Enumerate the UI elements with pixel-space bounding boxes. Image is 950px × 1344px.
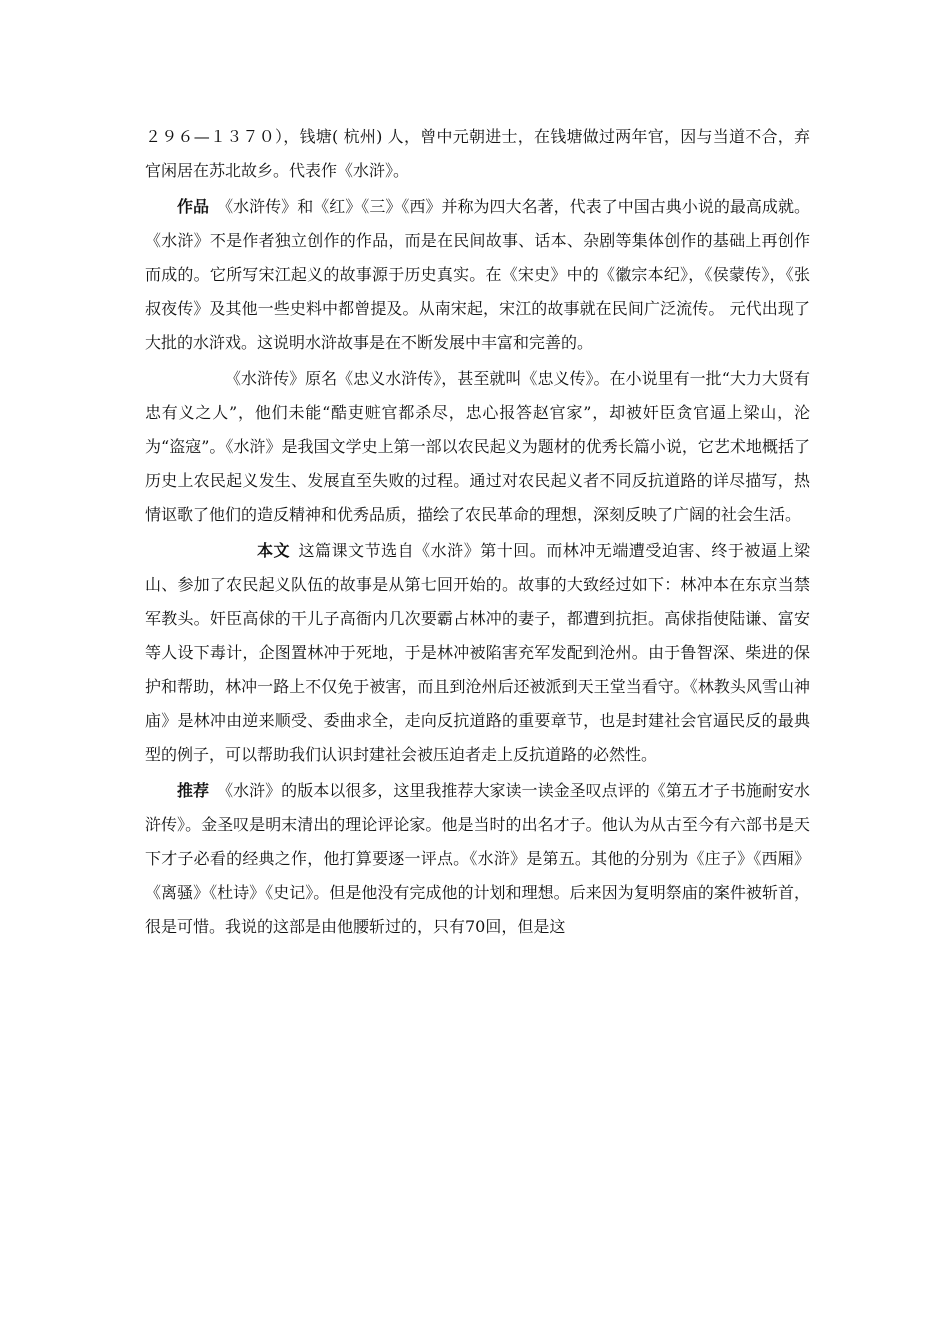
- paragraph-text: 《水浒传》原名《忠义水浒传》，甚至就叫《忠义传》。在小说里有一批“大力大贤有忠有义之人”，他们未能“酷吏赃官都杀尽，忠心报答赵官家”，却被奸臣贪官逼上梁山，沦为“盗寇”。《水浒》是我国文学史上第一部以农民起义为题材的优秀长篇小说，它艺术地概括了历史上农民起义发生、发展直至失败的过程。通过对农民起义者不同反抗道路的详尽描写，热情讴歌了他们的造反精神和优秀品质，描绘了农民革命的理想，深刻反映了广阔的社会生活。: [145, 369, 810, 524]
- paragraph-recommendation: [145, 774, 810, 944]
- paragraph-original-title: [145, 362, 810, 532]
- paragraph-lead: 本文: [257, 541, 291, 560]
- paragraph-text: 这篇课文节选自《水浒》第十回。而林冲无端遭受迫害、终于被逼上梁山、参加了农民起义队伍的故事是从第七回开始的。故事的大致经过如下：林冲本在东京当禁军教头。奸臣高俅的干儿子高衙内几次要霸占林冲的妻子，都遭到抗拒。高俅指使陆谦、富安等人设下毒计，企图置林冲于死地，于是林冲被陷害充军发配到沧州。由于鲁智深、柴进的保护和帮助，林冲一路上不仅免于被害，而且到沧州后还被派到天王堂当看守。《林教头风雪山神庙》是林冲由逆来顺受、委曲求全，走向反抗道路的重要章节，也是封建社会官逼民反的最典型的例子，可以帮助我们认识封建社会被压迫者走上反抗道路的必然性。: [145, 541, 810, 764]
- paragraph-lead: 推荐: [177, 781, 210, 800]
- paragraph-author-bio: [145, 120, 810, 188]
- paragraph-text: 《水浒传》和《红》《三》《西》并称为四大名著，代表了中国古典小说的最高成就。《水浒》不是作者独立创作的作品，而是在民间故事、话本、杂剧等集体创作的基础上再创作而成的。它所写宋江起义的故事源于历史真实。在《宋史》中的《徽宗本纪》，《侯蒙传》，《张叔夜传》及其他一些史料中都曾提及。从南宋起，宋江的故事就在民间广泛流传。 元代出现了大批的水浒戏。这说明水浒故事是在不断发展中丰富和完善的。: [145, 197, 810, 352]
- document-body: [145, 120, 810, 944]
- paragraph-works: [145, 190, 810, 360]
- paragraph-this-text: [145, 534, 810, 772]
- paragraph-text: ２９６—１３７０），钱塘( 杭州) 人，曾中元朝进士，在钱塘做过两年官，因与当道不合，弃官闲居在苏北故乡。代表作《水浒》。: [145, 127, 810, 180]
- paragraph-text: 《水浒》的版本以很多，这里我推荐大家读一读金圣叹点评的《第五才子书施耐安水浒传》。金圣叹是明末清出的理论评论家。他是当时的出名才子。他认为从古至今有六部书是天下才子必看的经典之作，他打算要逐一评点。《水浒》是第五。其他的分别为《庄子》《西厢》《离骚》《杜诗》《史记》。但是他没有完成他的计划和理想。后来因为复明祭庙的案件被斩首，很是可惜。我说的这部是由他腰斩过的，只有70回，但是这: [145, 781, 810, 936]
- paragraph-lead: 作品: [177, 197, 210, 216]
